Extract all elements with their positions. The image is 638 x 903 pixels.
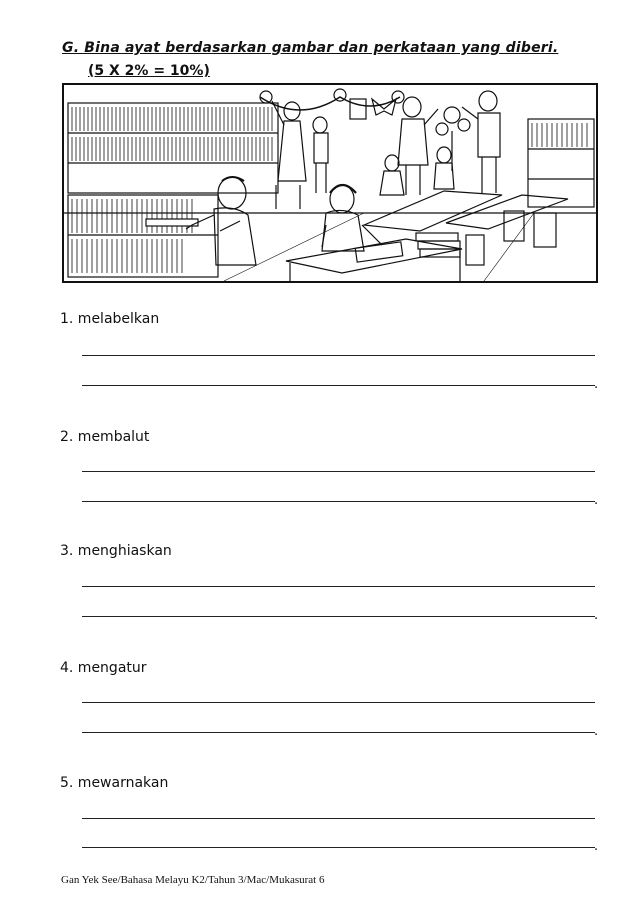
- answer-line-3a[interactable]: [82, 586, 595, 587]
- question-5-label: 5. mewarnakan: [60, 775, 169, 791]
- line-end-period: .: [594, 608, 599, 623]
- answer-line-2a[interactable]: [82, 471, 595, 472]
- line-end-period: .: [594, 493, 599, 508]
- answer-line-4a[interactable]: [82, 702, 595, 703]
- question-1-label: 1. melabelkan: [60, 311, 160, 327]
- question-2-label: 2. membalut: [60, 429, 150, 445]
- answer-line-1b[interactable]: [82, 385, 595, 386]
- girl-decorating-wall-figure: [398, 97, 438, 195]
- line-end-period: .: [594, 377, 599, 392]
- boy-helping-figure: [313, 117, 328, 193]
- reading-table: [286, 233, 462, 281]
- butterfly-decoration: [372, 99, 396, 115]
- answer-line-4b[interactable]: [82, 732, 595, 733]
- answer-line-3b[interactable]: [82, 616, 595, 617]
- question-3-label: 3. menghiaskan: [60, 543, 172, 559]
- question-4-label: 4. mengatur: [60, 660, 147, 676]
- flower-wall-decoration: [436, 107, 470, 171]
- woman-wrapping-figure: [322, 185, 382, 251]
- library-scene-picture: [62, 83, 598, 283]
- answer-line-5b[interactable]: [82, 847, 595, 848]
- line-end-period: .: [594, 724, 599, 739]
- bookshelf-left: [68, 103, 278, 277]
- library-scene-icon: [64, 85, 596, 281]
- garland-decoration: [260, 89, 404, 110]
- answer-line-2b[interactable]: [82, 501, 595, 502]
- section-heading: G. Bina ayat berdasarkan gambar dan perkataan yang diberi.: [62, 40, 559, 56]
- back-tables: [364, 191, 568, 265]
- answer-line-1a[interactable]: [82, 355, 595, 356]
- page-footer: Gan Yek See/Bahasa Melayu K2/Tahun 3/Mac/Mukasurat 6: [61, 874, 325, 886]
- marks-allocation: (5 X 2% = 10%): [88, 63, 210, 79]
- wall-notice: [350, 99, 366, 119]
- small-children-figures: [380, 147, 454, 195]
- line-end-period: .: [594, 839, 599, 854]
- answer-line-5a[interactable]: [82, 818, 595, 819]
- boy-decorating-wall-figure: [462, 91, 500, 193]
- bookshelf-right: [528, 119, 594, 207]
